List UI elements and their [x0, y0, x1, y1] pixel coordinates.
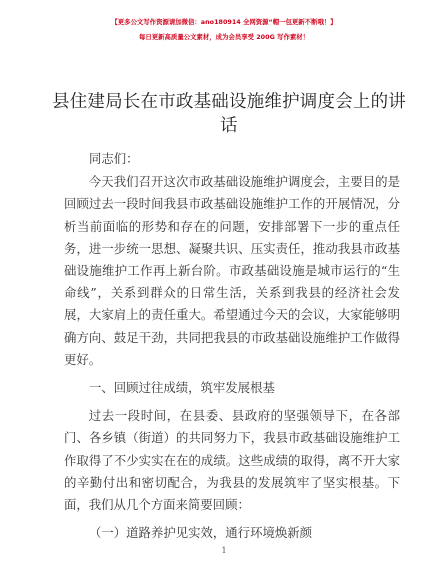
promo-banner — [0, 16, 448, 44]
subsection-heading-1: （一）道路养护见实效，通行环境焕新颜 — [89, 525, 313, 541]
promo-banner-line-2: 每日更新高质量公文素材，成为会员享受 200G 写作素材！ — [138, 33, 310, 41]
page-number: 1 — [221, 546, 227, 555]
salutation: 同志们： — [89, 151, 139, 166]
section-heading-1: 一、回顾过往成绩，筑牢发展根基 — [89, 380, 275, 396]
document-body — [64, 148, 400, 544]
section-1-paragraph: 过去一段时间，在县委、县政府的坚强领导下，在各部门、各乡镇（街道）的共同努力下，我县市政基础设施维护工作取得了不少实实在在的成绩。这些成绩的取得，离不开大家的辛勤付出和密切配合，为我县的发展筑牢了坚实根基。下面，我们从几个方面来简要回顾： — [64, 408, 400, 513]
document-title: 县住建局长在市政基础设施维护调度会上的讲话 — [52, 92, 406, 136]
promo-banner-line-1: 【更多公文写作资源请加微信：ano180914 全网资源“帽一包更新不断哦！】 — [111, 18, 337, 26]
intro-paragraph: 今天我们召开这次市政基础设施维护调度会，主要目的是回顾过去一段时间我县市政基础设施维护工作的开展情况，分析当前面临的形势和存在的问题，安排部署下一步的重点任务，进一步统一思想、凝聚共识、压实责任，推动我县市政基础设施维护工作再上新台阶。市政基础设施是城市运行的“生命线”，关系到群众的日常生活，关系到我县的经济社会发展，大家肩上的责任重大。希望通过今天的会议，大家能够明确方向、鼓足干劲，共同把我县的市政基础设施维护工作做得更好。 — [64, 174, 400, 367]
